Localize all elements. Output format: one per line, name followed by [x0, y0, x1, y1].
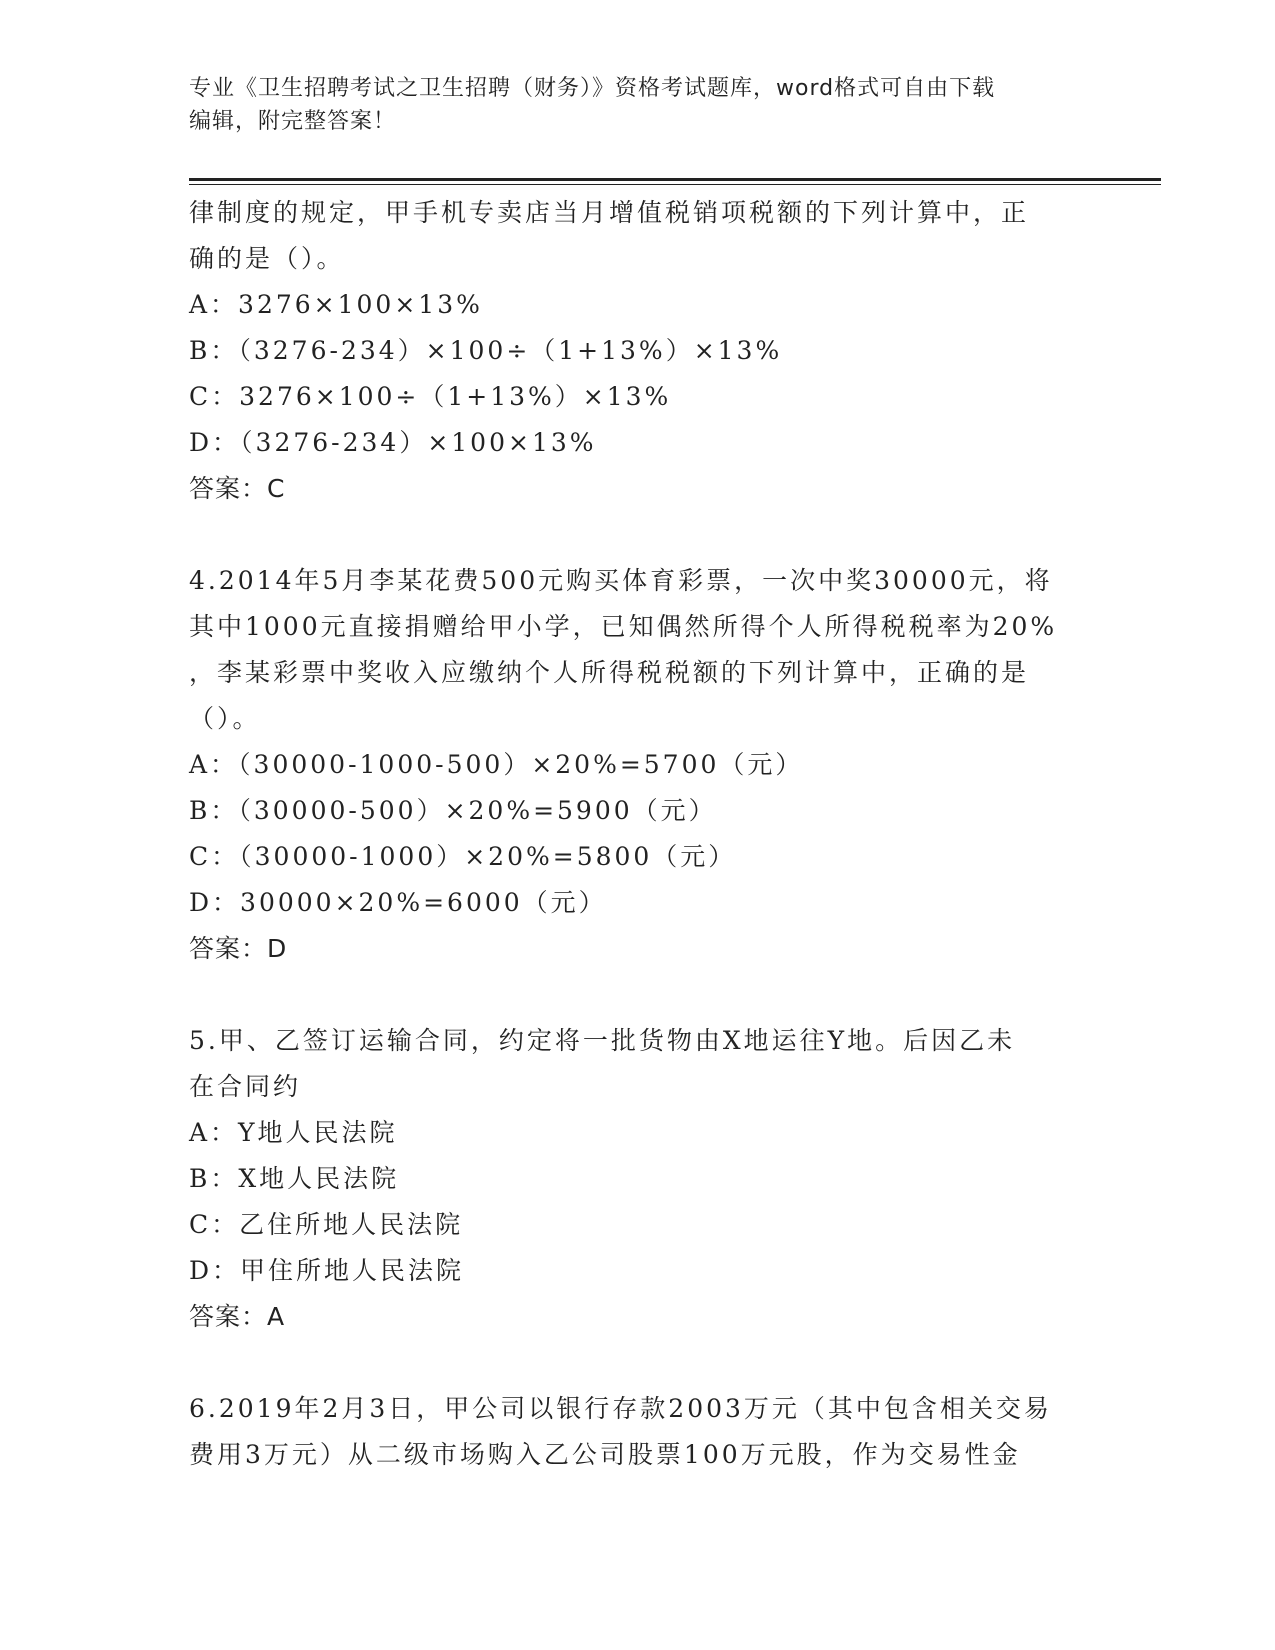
option-b: B：（3276-234）×100÷（1+13%）×13% [189, 336, 783, 365]
question-4 [189, 558, 1089, 972]
question-5 [189, 1018, 1089, 1340]
option-c: C：3276×100÷（1+13%）×13% [189, 382, 672, 411]
answer-line: 答案：A [189, 1302, 286, 1331]
option-b: B：（30000-500）×20%=5900（元） [189, 796, 717, 825]
option-a: A：（30000-1000-500）×20%=5700（元） [189, 750, 804, 779]
spacer [189, 972, 1089, 1018]
option-a: A：Y地人民法院 [189, 1118, 398, 1147]
question-stem-line: 5.甲、乙签订运输合同，约定将一批货物由X地运往Y地。后因乙未 [189, 1026, 1016, 1055]
question-stem-line: 律制度的规定，甲手机专卖店当月增值税销项税额的下列计算中，正 [189, 198, 1030, 227]
question-stem-line: 4.2014年5月李某花费500元购买体育彩票，一次中奖30000元，将 [189, 566, 1053, 595]
option-d: D：（3276-234）×100×13% [189, 428, 597, 457]
question-stem-line: ，李某彩票中奖收入应缴纳个人所得税税额的下列计算中，正确的是 [189, 658, 1030, 687]
question-stem-line: 费用3万元）从二级市场购入乙公司股票100万元股，作为交易性金 [189, 1440, 1021, 1469]
question-stem-line: 其中1000元直接捐赠给甲小学，已知偶然所得个人所得税税率为20% [189, 612, 1058, 641]
question-stem-line: 确的是（）。 [189, 244, 345, 273]
option-a: A：3276×100×13% [189, 290, 483, 319]
header-divider-thin [189, 184, 1161, 185]
header-line-1: 专业《卫生招聘考试之卫生招聘（财务）》资格考试题库，word格式可自由下载 [189, 76, 996, 101]
question-stem-line: （）。 [189, 704, 261, 733]
spacer [189, 1340, 1089, 1386]
answer-line: 答案：C [189, 474, 286, 503]
question-stem-line: 6.2019年2月3日，甲公司以银行存款2003万元（其中包含相关交易 [189, 1394, 1052, 1423]
option-c: C：乙住所地人民法院 [189, 1210, 464, 1239]
spacer [189, 512, 1089, 558]
question-3 [189, 190, 1089, 512]
option-b: B：X地人民法院 [189, 1164, 400, 1193]
option-d: D：甲住所地人民法院 [189, 1256, 465, 1285]
question-stem-line: 在合同约 [189, 1072, 302, 1101]
header-divider-thick [189, 178, 1161, 181]
header-line-2: 编辑，附完整答案！ [189, 109, 397, 134]
question-6 [189, 1386, 1089, 1478]
answer-line: 答案：D [189, 934, 288, 963]
question-list [189, 190, 1089, 1478]
option-d: D：30000×20%=6000（元） [189, 888, 607, 917]
option-c: C：（30000-1000）×20%=5800（元） [189, 842, 737, 871]
document-header [189, 72, 1089, 138]
